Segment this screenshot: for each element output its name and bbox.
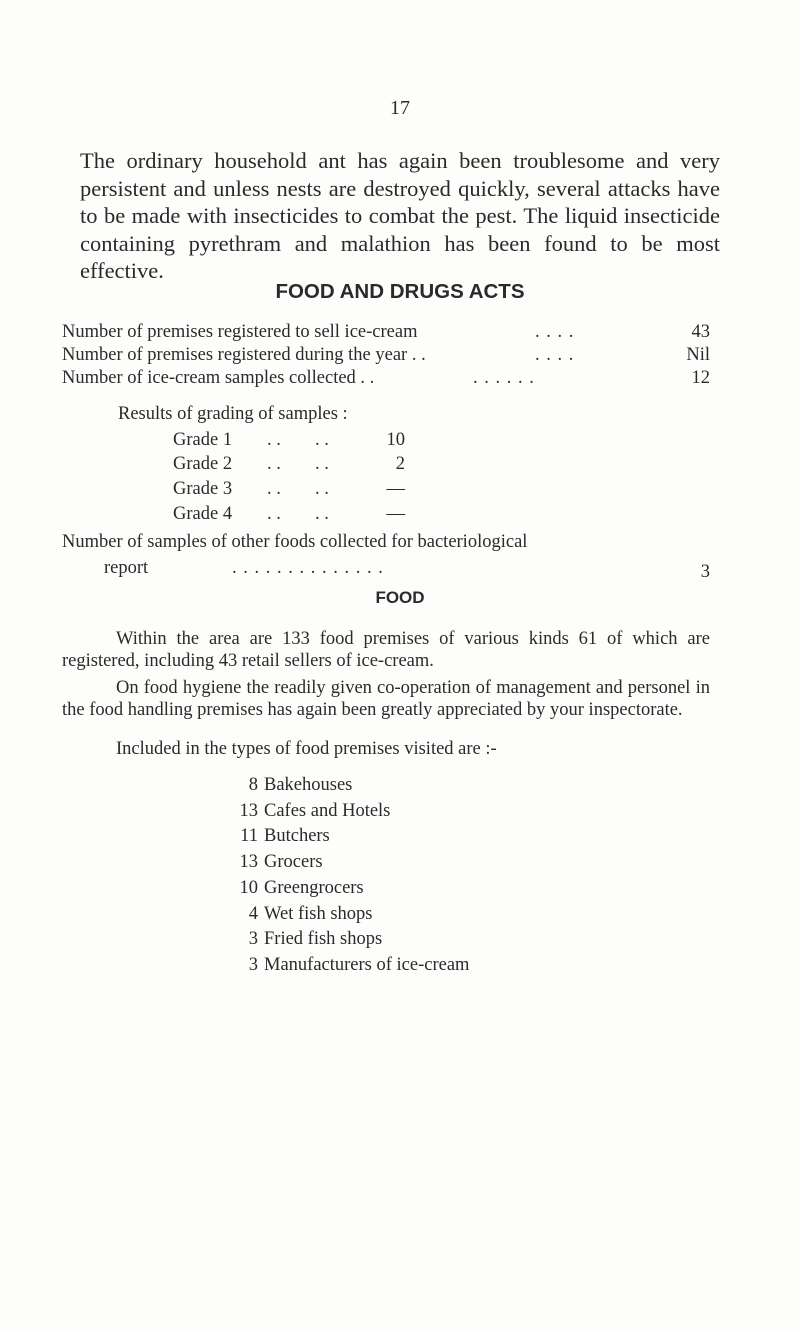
intro-paragraph: The ordinary household ant has again been troublesome and very persistent and unless nests are destroyed quickly, several attacks have to be made with insecticides to combat the pest. The liquid insecticide containing pyrethram and malathion has been found to be most effective. <box>80 148 720 283</box>
leader-dots: . . <box>267 479 281 499</box>
premises-type: Bakehouses <box>264 775 353 795</box>
grade-value: — <box>386 479 405 499</box>
bacteriological-row <box>62 557 710 582</box>
stat-label: Number of ice-cream samples collected . . <box>62 368 375 388</box>
leader-dots: . . <box>315 479 329 499</box>
list-item <box>228 799 469 825</box>
leader-dots: . . . . <box>535 322 575 342</box>
grade-value: 2 <box>395 454 405 474</box>
premises-count: 3 <box>248 929 258 950</box>
leader-dots: . . . . <box>535 345 575 365</box>
food-paragraph-included: Included in the types of food premises visited are :- <box>116 739 497 759</box>
premises-count: 3 <box>248 954 258 975</box>
bacteriological-label: Number of samples of other foods collected for bacteriological <box>62 532 528 552</box>
leader-dots: . . <box>267 430 281 450</box>
premises-type: Grocers <box>264 852 323 873</box>
grade-label: Grade 2 <box>173 454 233 474</box>
list-item <box>228 876 469 902</box>
leader-dots: . . <box>267 454 281 474</box>
list-item <box>228 773 469 799</box>
premises-list <box>228 773 469 979</box>
grade-label: Grade 1 <box>173 430 233 450</box>
list-item <box>228 850 469 876</box>
bacteriological-value: 3 <box>700 562 710 582</box>
premises-type: Cafes and Hotels <box>264 800 391 821</box>
premises-type: Greengrocers <box>264 877 364 898</box>
list-item <box>228 824 469 850</box>
premises-count: 13 <box>239 852 258 873</box>
premises-count: 13 <box>239 800 258 821</box>
stat-label: Number of premises registered to sell ice-cream <box>62 322 418 342</box>
premises-type: Fried fish shops <box>264 929 383 950</box>
premises-count: 4 <box>248 903 258 924</box>
grade-label: Grade 3 <box>173 479 233 499</box>
leader-dots: . . . . . . . . . . . . . . <box>232 558 384 578</box>
grade-row <box>173 478 463 500</box>
stat-value: Nil <box>686 345 710 365</box>
premises-count: 11 <box>240 826 258 847</box>
food-heading: FOOD <box>375 588 425 607</box>
premises-count: 10 <box>239 877 258 898</box>
stat-row-registered-during-year <box>62 344 710 366</box>
stat-row-premises-registered <box>62 321 710 343</box>
premises-type: Butchers <box>264 826 330 847</box>
grade-row <box>173 453 463 475</box>
list-item <box>228 927 469 953</box>
grade-value: — <box>386 504 405 524</box>
stat-value: 12 <box>691 368 710 388</box>
stat-row-samples-collected <box>62 367 710 389</box>
premises-type: Wet fish shops <box>264 903 373 924</box>
stat-value: 43 <box>691 322 710 342</box>
list-item <box>228 902 469 928</box>
premises-type: Manufacturers of ice-cream <box>264 954 470 975</box>
grade-row <box>173 503 463 525</box>
grade-row <box>173 429 463 451</box>
food-paragraph-hygiene: On food hygiene the readily given co-operation of management and personel in the food handling premises has again been greatly appreciated by your inspectorate. <box>62 678 710 720</box>
grade-value: 10 <box>386 430 405 450</box>
premises-count: 8 <box>248 775 258 795</box>
leader-dots: . . <box>315 454 329 474</box>
grade-label: Grade 4 <box>173 504 233 524</box>
results-heading: Results of grading of samples : <box>118 404 348 424</box>
page-number: 17 <box>390 97 410 119</box>
leader-dots: . . <box>315 430 329 450</box>
leader-dots: . . <box>315 504 329 524</box>
food-and-drugs-heading: FOOD AND DRUGS ACTS <box>275 280 525 303</box>
leader-dots: . . <box>267 504 281 524</box>
bacteriological-label-continued: report <box>104 558 149 578</box>
list-item <box>228 953 469 979</box>
leader-dots: . . . . . . <box>473 368 535 388</box>
food-paragraph-premises: Within the area are 133 food premises of various kinds 61 of which are registered, including 43 retail sellers of ice-cream. <box>62 629 710 671</box>
stat-label: Number of premises registered during the year . . <box>62 345 426 365</box>
